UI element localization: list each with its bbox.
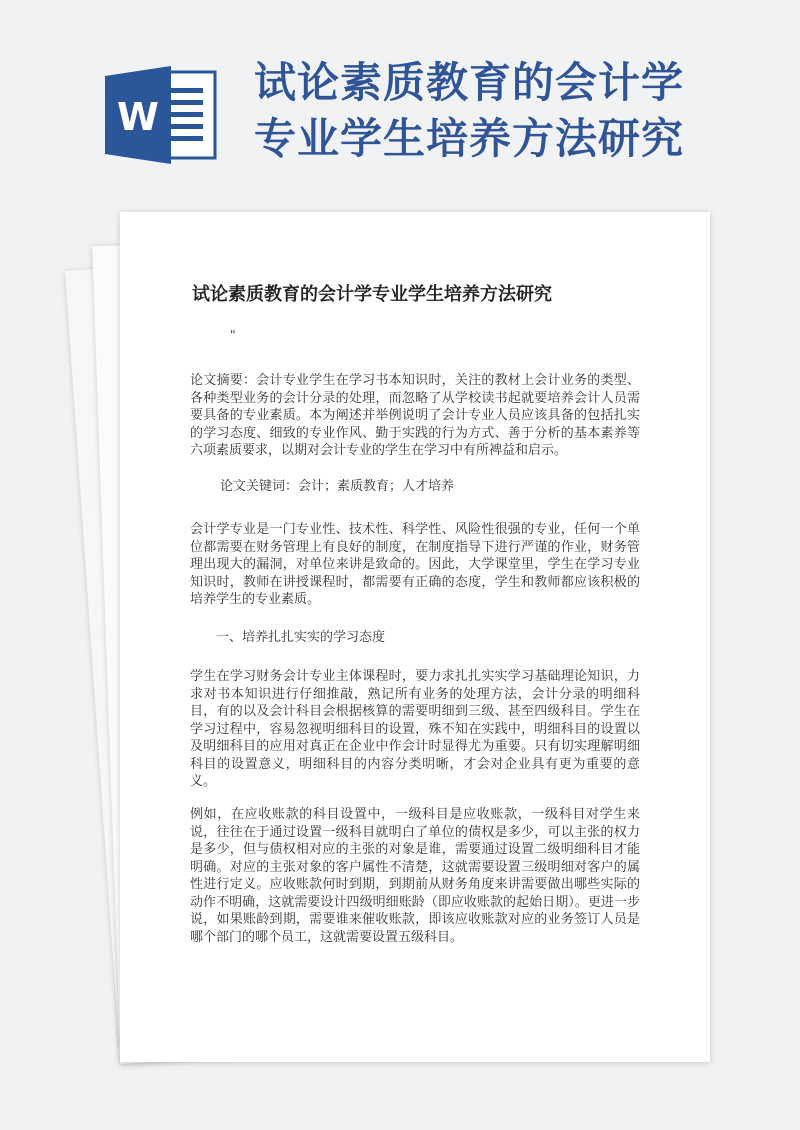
header-title-line2: 专业学生培养方法研究 [254, 114, 685, 163]
abstract-paragraph: 论文摘要：会计专业学生在学习书本知识时，关注的教材上会计业务的类型、各种类型业务的会计分录的处理，而忽略了从学校读书起就要培养会计人员需要具备的专业素质。本为阐述并举例说明了会计专业人员应该具备的包括扎实的学习态度、细致的专业作风、勤于实践的行为方式、善于分析的基本素养等六项素质要求，以期对会计专业的学生在学习中有所裨益和启示。 [190, 373, 640, 458]
body-paragraph: 例如，在应收账款的科目设置中，一级科目是应收账款，一级科目对学生来说，往往在于通过设置一级科目就明白了单位的债权是多少，可以主张的权力是多少，但与债权相对应的主张的对象是谁，需要通过设置二级明细科目才能明确。对应的主张对象的客户属性不清楚，这就需要设置三级明细对客户的属性进行定义。应收账款何时到期，到期前从财务角度来讲需要做出哪些实际的动作不明确，这就需要设计四级明细账龄（即应收账款的起始日期）。更进一步说，如果账龄到期，需要谁来催收账款，即该应收账款对应的业务签订人员是哪个部门的哪个员工，这就需要设置五级科目。 [190, 807, 640, 945]
body-paragraph: 学生在学习财务会计专业主体课程时，要力求扎扎实实学习基础理论知识，力求对书本知识进行仔细推敲，熟记所有业务的处理方法，会计分录的明细科目，有的以及会计科目会根据核算的需要明细到三级、甚至四级科目。学生在学习过程中，容易忽视明细科目的设置，殊不知在实践中，明细科目的设置以及明细科目的应用对真正在企业中作会计时显得尤为重要。只有切实理解明细科目的设置意义，明细科目的内容分类明晰，才会对企业具有更为重要的意义。 [190, 669, 640, 789]
header-title [254, 55, 724, 167]
document-title: 试论素质教育的会计学专业学生培养方法研究 [192, 284, 552, 305]
intro-paragraph: 会计学专业是一门专业性、技术性、科学性、风险性很强的专业，任何一个单位都需要在财务管理上有良好的制度，在制度指导下进行严谨的作业，财务管理出现大的漏洞，对单位来讲是致命的。因此，大学课堂里，学生在学习专业知识时，教师在讲授课程时，都需要有正确的态度，学生和教师都应该积极的培养学生的专业素质。 [190, 522, 640, 607]
section-heading: 一、培养扎扎实实的学习态度 [216, 630, 386, 645]
header-title-line1: 试论素质教育的会计学 [254, 58, 685, 107]
keywords-line: 论文关键词：会计；素质教育；人才培养 [220, 479, 455, 494]
quote-mark: " [230, 328, 236, 342]
svg-text:W: W [117, 95, 159, 139]
word-document-icon [105, 62, 223, 168]
